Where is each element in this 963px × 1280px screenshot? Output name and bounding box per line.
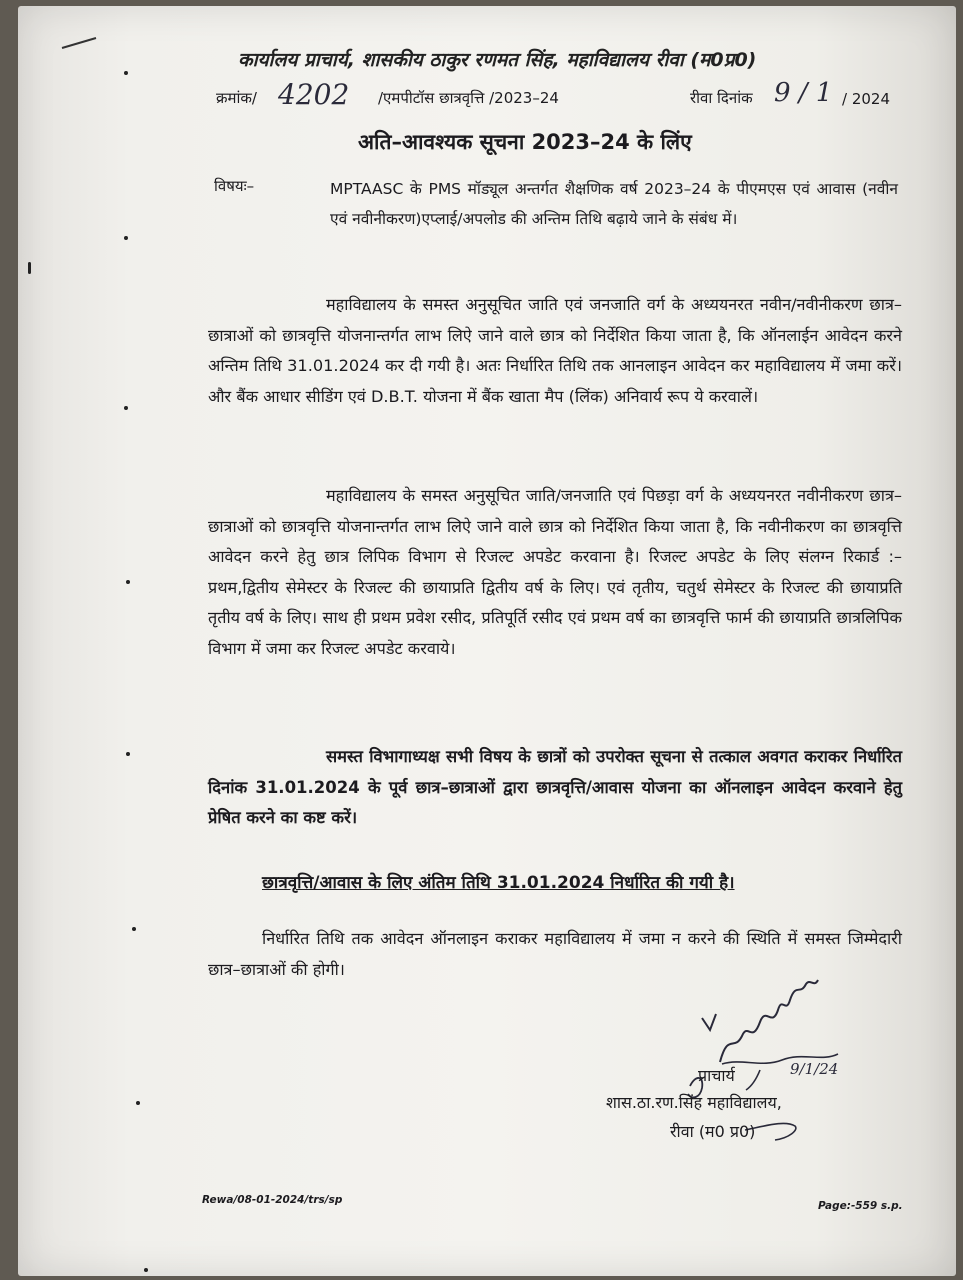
subject-label: विषयः– — [214, 177, 255, 195]
margin-dot — [28, 262, 31, 274]
paragraph-1-text: महाविद्यालय के समस्त अनुसूचित जाति एवं जनजाति वर्ग के अध्ययनरत नवीन/नवीनीकरण छात्र–छात्राओं को छात्रवृत्ति योजनान्तर्गत लाभ लिऐ जाने वाले छात्र को निर्देशित किया जाता है, कि ऑनलाईन आवेदन करने अन्तिम तिथि 31.01.2024 कर दी गयी है। अतः निर्धारित तिथि तक आनलाइन आवेदन कर महाविद्यालय में जमा करें। और बैंक आधार सीडिंग एवं D.B.T. योजना में बैंक खाता मैप (लिंक) अनिवार्य रूप ये करवालें। — [208, 295, 902, 406]
margin-dot — [136, 1101, 140, 1105]
date-handwritten: 9 / 1 — [774, 78, 833, 108]
footer-page-number: Page:-559 s.p. — [818, 1200, 903, 1212]
institution-header: कार्यालय प्राचार्य, शासकीय ठाकुर रणमत सिंह, महाविद्यालय रीवा (म0प्र0) — [238, 49, 757, 71]
reference-detail: /एमपीटॉस छात्रवृत्ति /2023–24 — [378, 89, 559, 107]
margin-dot — [132, 927, 136, 931]
margin-dot — [124, 406, 128, 410]
reference-number-handwritten: 4202 — [278, 78, 350, 111]
margin-dot — [126, 580, 130, 584]
margin-dot — [124, 71, 128, 75]
paragraph-4-text: निर्धारित तिथि तक आवेदन ऑनलाइन कराकर महाविद्यालय में जमा न करने की स्थिति में समस्त जिम्मेदारी छात्र–छात्राओं की होगी। — [208, 929, 902, 979]
paragraph-3-text: समस्त विभागाध्यक्ष सभी विषय के छात्रों को उपरोक्त सूचना से तत्काल अवगत कराकर निर्धारित दिनांक 31.01.2024 के पूर्व छात्र–छात्राओं द्वारा छात्रवृत्ति/आवास योजना का ऑनलाइन आवेदन करवाने हेतु प्रेषित करने का कष्ट करें। — [208, 747, 902, 827]
reference-label: क्रमांक/ — [216, 89, 257, 107]
date-label: रीवा दिनांक — [690, 89, 753, 107]
footer-file-reference: Rewa/08-01-2024/trs/sp — [202, 1194, 343, 1206]
notice-title: अति–आवश्यक सूचना 2023–24 के लिंए — [358, 130, 692, 154]
margin-dot — [126, 752, 130, 756]
signature-designation: प्राचार्य — [698, 1066, 735, 1085]
signature-date-handwritten: 9/1/24 — [790, 1060, 839, 1078]
paragraph-2-text: महाविद्यालय के समस्त अनुसूचित जाति/जनजाति एवं पिछड़ा वर्ग के अध्ययनरत नवीनीकरण छात्र–छात्राओं को छात्रवृत्ति योजनान्तर्गत लाभ लिऐ जाने वाले छात्र को निर्देशित किया जाता है, कि नवीनीकरण का छात्रवृत्ति आवेदन करने हेतु छात्र लिपिक विभाग से रिजल्ट अपडेट करवाना है। रिजल्ट अपडेट के लिए संलग्न रिकार्ड :– प्रथम,द्वितीय सेमेस्टर के रिजल्ट की छायाप्रति द्वितीय वर्ष के लिए। एवं तृतीय, चतुर्थ सेमेस्टर के रिजल्ट की छायाप्रति तृतीय वर्ष के लिए। साथ ही प्रथम प्रवेश रसीद, प्रतिपूर्ति रसीद एवं प्रथम वर्ष का छात्रवृत्ति फार्म की छायाप्रति छात्रलिपिक विभाग में जमा कर रिजल्ट अपडेट करवाये। — [208, 486, 902, 658]
margin-dot — [144, 1268, 148, 1272]
margin-dot — [124, 236, 128, 240]
deadline-notice: छात्रवृत्ति/आवास के लिए अंतिम तिथि 31.01.2024 निर्धारित की गयी है। — [262, 873, 735, 893]
signature-institution: शास.ठा.रण.सिंह महाविद्यालय, — [606, 1093, 782, 1112]
subject-text: MPTAASC के PMS मॉड्यूल अन्तर्गत शैक्षणिक वर्ष 2023–24 के पीएमएस एवं आवास (नवीन एवं नवीनीकरण)एप्लाई/अपलोड की अन्तिम तिथि बढ़ाये जाने के संबंध में। — [330, 180, 898, 228]
signature-location: रीवा (म0 प्र0) — [670, 1122, 756, 1141]
date-year: / 2024 — [842, 90, 890, 108]
